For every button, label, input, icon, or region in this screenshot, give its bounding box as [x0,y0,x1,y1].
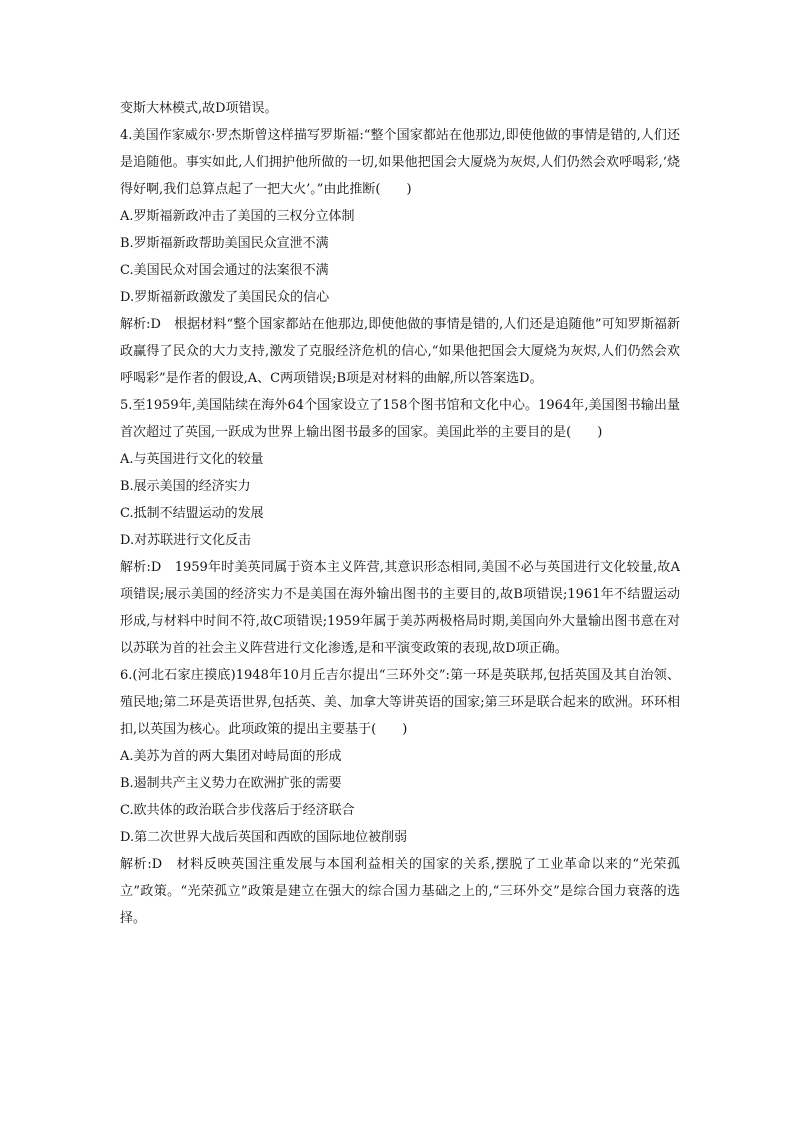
document-content [120,95,680,932]
option-a: A.美苏为首的两大集团对峙局面的形成 [120,749,342,764]
option-c: C.欧共体的政治联合步伐落后于经济联合 [120,803,355,818]
analysis-text: 解析:D 根据材料“整个国家都站在他那边,即使他做的事情是错的,人们还是追随他”可知罗斯福新政赢得了民众的大力支持,激发了克服经济危机的信心,“如果他把国会大厦烧为灰烬,人们仍然会欢呼喝彩”是作者的假设,A、C两项错误;B项是对材料的曲解,所以答案选D。 [120,317,680,386]
option-b: B.展示美国的经济实力 [120,479,251,494]
option-a: A.与英国进行文化的较量 [120,452,264,467]
analysis-text: 解析:D 材料反映英国注重发展与本国利益相关的国家的关系,摆脱了工业革命以来的“光荣孤立”政策。“光荣孤立”政策是建立在强大的综合国力基础之上的,“三环外交”是综合国力衰落的选择。 [120,857,680,926]
intro-text: 变斯大林模式,故D项错误。 [120,101,278,116]
question-stem: 4.美国作家威尔·罗杰斯曾这样描写罗斯福:“整个国家都站在他那边,即使他做的事情是错的,人们还是追随他。事实如此,人们拥护他所做的一切,如果他把国会大厦烧为灰烬,人们仍然会欢呼喝彩,‘烧得好啊,我们总算点起了一把大火’。”由此推断( ) [120,128,680,197]
option-c: C.抵制不结盟运动的发展 [120,506,264,521]
option-b: B.遏制共产主义势力在欧洲扩张的需要 [120,776,342,791]
option-d: D.罗斯福新政激发了美国民众的信心 [120,290,330,305]
option-b: B.罗斯福新政帮助美国民众宣泄不满 [120,236,329,251]
option-c: C.美国民众对国会通过的法案很不满 [120,263,329,278]
question-5 [120,392,680,662]
option-d: D.对苏联进行文化反击 [120,533,252,548]
question-stem: 6.(河北石家庄摸底)1948年10月丘吉尔提出“三环外交”:第一环是英联邦,包括英国及其自治领、殖民地;第二环是英语世界,包括英、美、加拿大等讲英语的国家;第三环是联合起来的欧洲。环环相扣,以英国为核心。此项政策的提出主要基于( ) [120,668,680,737]
question-stem: 5.至1959年,美国陆续在海外64个国家设立了158个图书馆和文化中心。1964年,美国图书输出量首次超过了英国,一跃成为世界上输出图书最多的国家。美国此举的主要目的是( ) [120,398,680,440]
option-a: A.罗斯福新政冲击了美国的三权分立体制 [120,209,355,224]
question-4 [120,122,680,392]
question-6 [120,662,680,932]
analysis-text: 解析:D 1959年时美英同属于资本主义阵营,其意识形态相同,美国不必与英国进行文化较量,故A项错误;展示美国的经济实力不是美国在海外输出图书的主要目的,故B项错误;1961年不结盟运动形成,与材料中时间不符,故C项错误;1959年属于美苏两极格局时期,美国向外大量输出图书意在对以苏联为首的社会主义阵营进行文化渗透,是和平演变政策的表现,故D项正确。 [120,560,680,656]
option-d: D.第二次世界大战后英国和西欧的国际地位被削弱 [120,830,408,845]
